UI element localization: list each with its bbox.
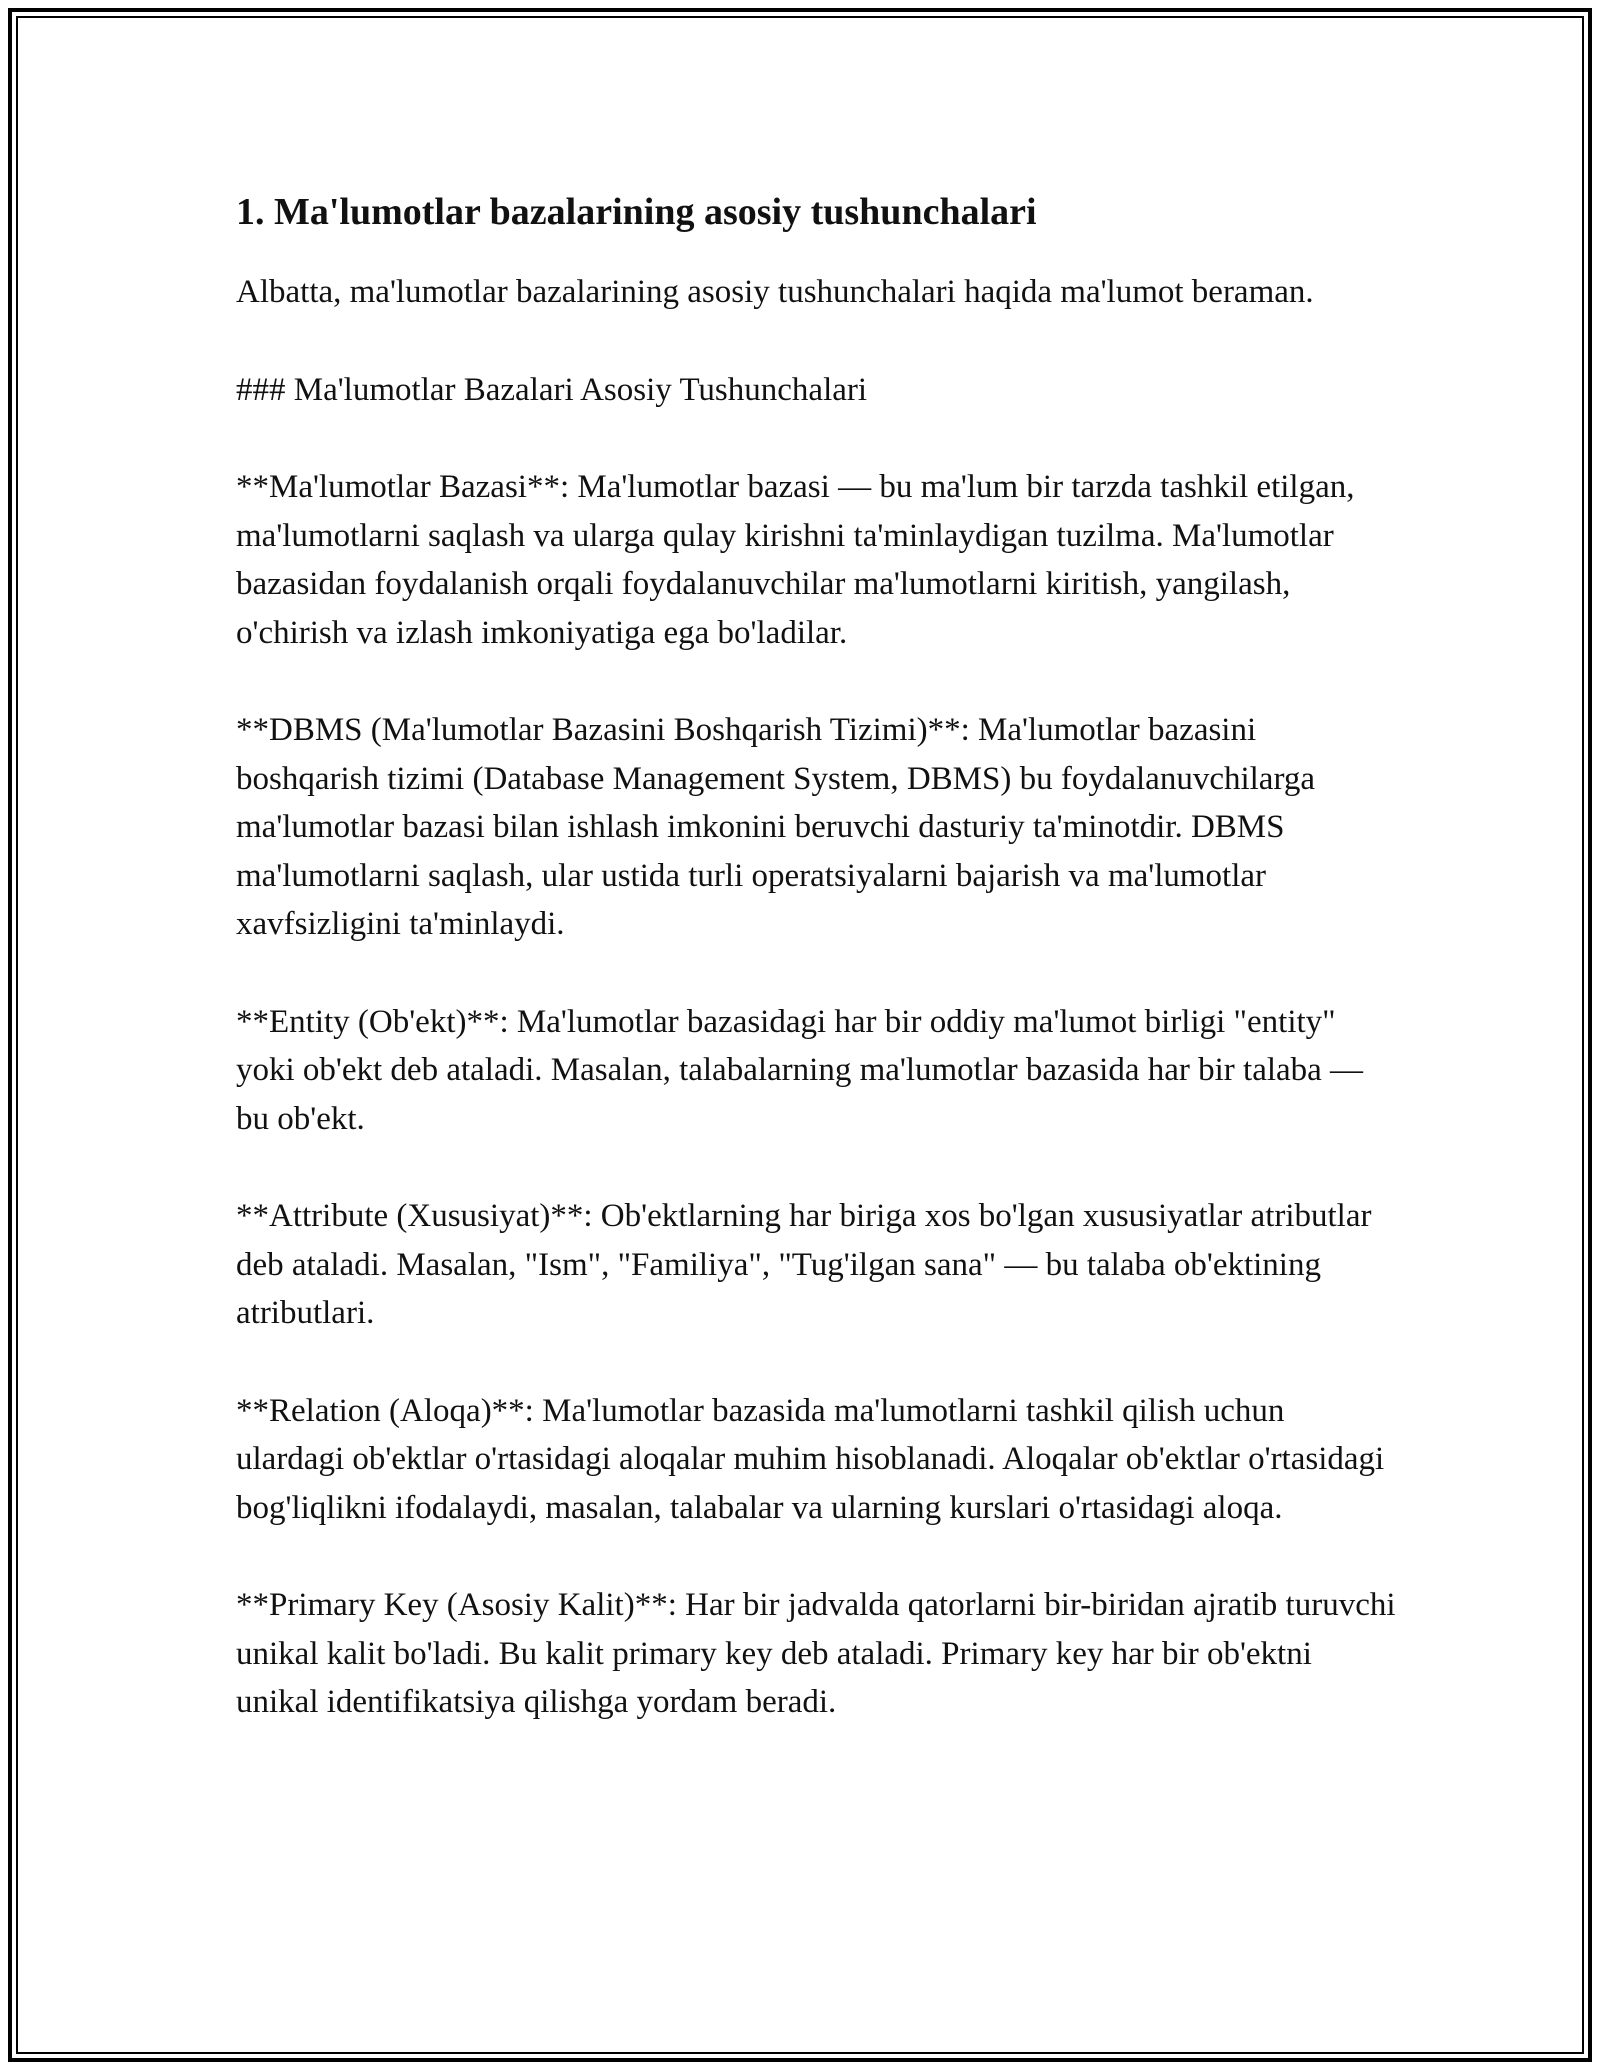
paragraph-attribute: **Attribute (Xususiyat)**: Ob'ektlarning har biriga xos bo'lgan xususiyatlar atributlar deb ataladi. Masalan, "Ism", "Familiya", "Tug'ilgan sana" — bu talaba ob'ektining atributlari.: [236, 1198, 1372, 1331]
paragraph-entity: **Entity (Ob'ekt)**: Ma'lumotlar bazasidagi har bir oddiy ma'lumot birligi "entity" yoki ob'ekt deb ataladi. Masalan, talabalarning ma'lumotlar bazasida har bir talaba — bu ob'ekt.: [236, 1003, 1364, 1137]
section-heading-paragraph: ### Ma'lumotlar Bazalari Asosiy Tushunchalari: [236, 371, 868, 408]
paragraph-relation: **Relation (Aloqa)**: Ma'lumotlar bazasida ma'lumotlarni tashkil qilish uchun ulardagi ob'ektlar o'rtasidagi aloqalar muhim hisoblanadi. Aloqalar ob'ektlar o'rtasidagi bog'liqlikni ifodalaydi, masalan, talabalar va ularning kurslari o'rtasidagi aloqa.: [236, 1392, 1385, 1526]
document-body: [236, 186, 1396, 1776]
paragraph-dbms: **DBMS (Ma'lumotlar Bazasini Boshqarish Tizimi)**: Ma'lumotlar bazasini boshqarish tizimi (Database Management System, DBMS) bu foydalanuvchilarga ma'lumotlar bazasi bilan ishlash imkonini beruvchi dasturiy ta'minotdir. DBMS ma'lumotlarni saqlash, ular ustida turli operatsiyalarni bajarish va ma'lumotlar xavfsizligini ta'minlaydi.: [236, 712, 1315, 942]
document-title: 1. Ma'lumotlar bazalarining asosiy tushunchalari: [236, 191, 1037, 233]
paragraph-database: **Ma'lumotlar Bazasi**: Ma'lumotlar bazasi — bu ma'lum bir tarzda tashkil etilgan, ma'lumotlarni saqlash va ularga qulay kirishni ta'minlaydigan tuzilma. Ma'lumotlar bazasidan foydalanish orqali foydalanuvchilar ma'lumotlarni kiritish, yangilash, o'chirish va izlash imkoniyatiga ega bo'ladilar.: [236, 469, 1355, 651]
paragraph-primary-key: **Primary Key (Asosiy Kalit)**: Har bir jadvalda qatorlarni bir-biridan ajratib turuvchi unikal kalit bo'ladi. Bu kalit primary key deb ataladi. Primary key har bir ob'ektni unikal identifikatsiya qilishga yordam beradi.: [236, 1587, 1396, 1720]
intro-paragraph: Albatta, ma'lumotlar bazalarining asosiy tushunchalari haqida ma'lumot beraman.: [236, 274, 1314, 310]
